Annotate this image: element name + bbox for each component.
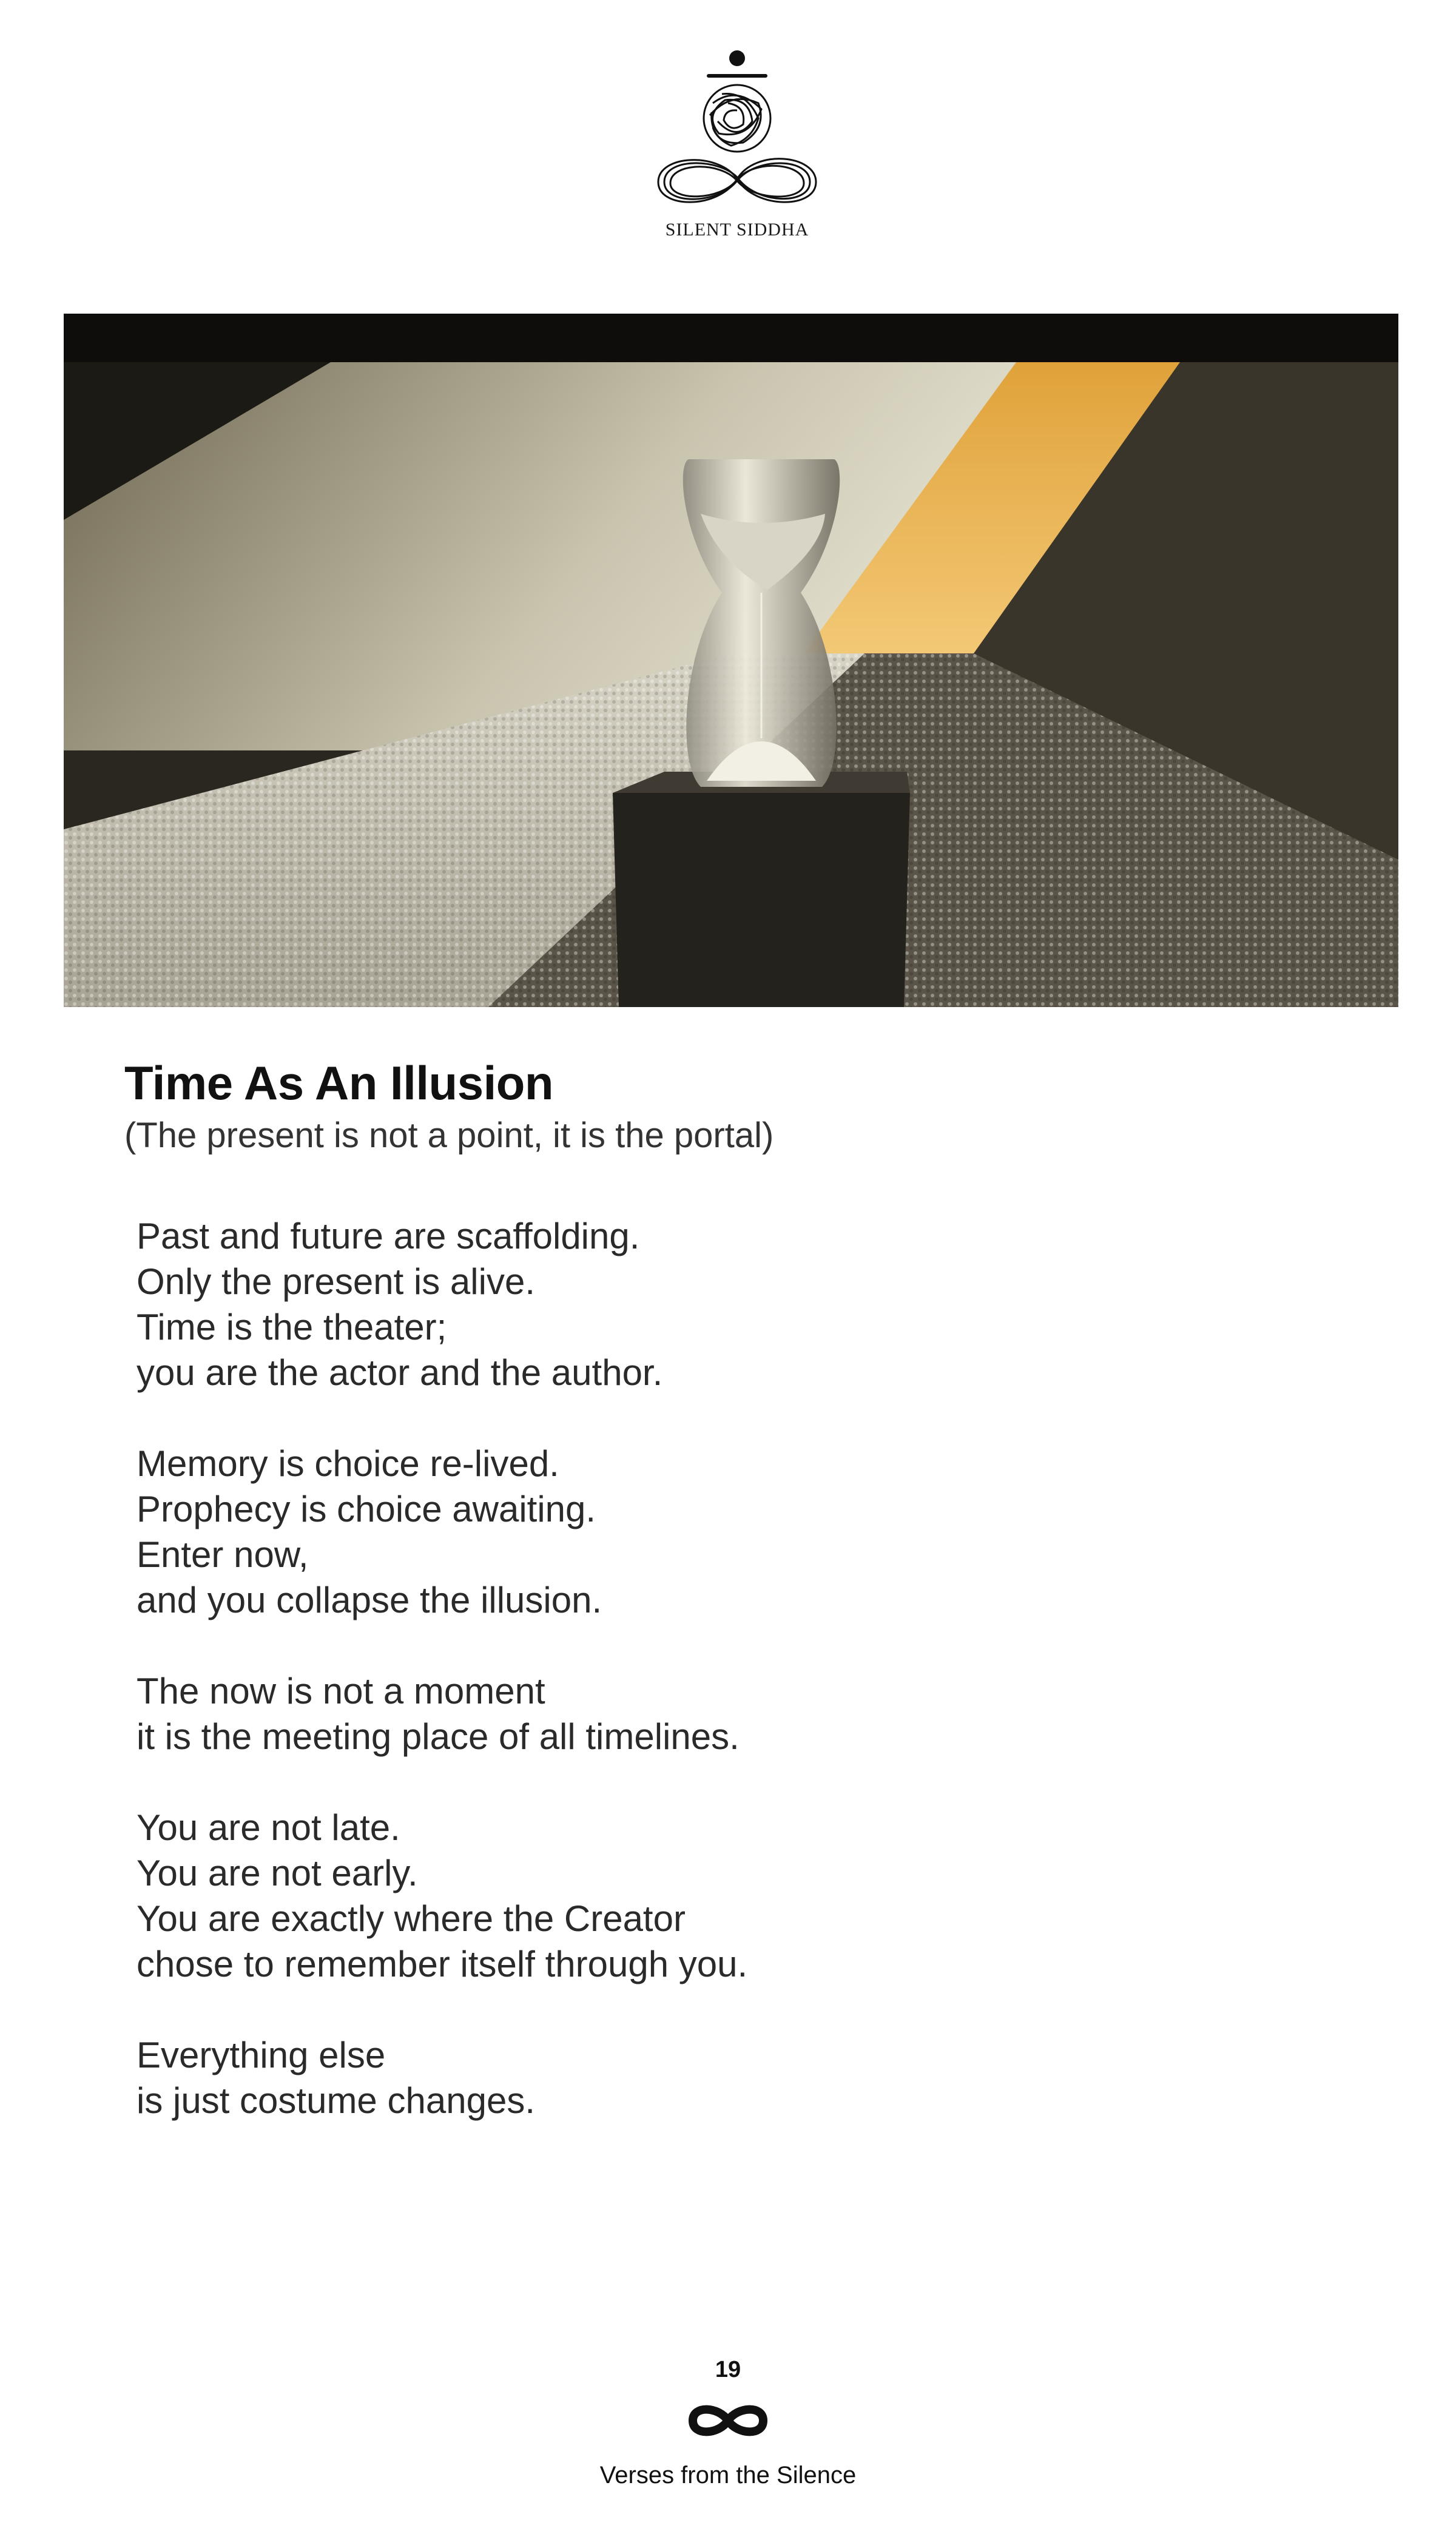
book-title: Verses from the Silence xyxy=(599,2462,857,2489)
poem-stanza xyxy=(136,1805,1228,1987)
poem-line: Enter now, xyxy=(136,1534,309,1575)
poem-line: you are the actor and the author. xyxy=(136,1352,663,1393)
poem-line: Past and future are scaffolding. xyxy=(136,1216,640,1256)
poem-line: Prophecy is choice awaiting. xyxy=(136,1489,596,1529)
page-number: 19 xyxy=(715,2357,741,2382)
page-footer xyxy=(0,2357,1456,2489)
poem-stanza xyxy=(136,1441,1228,1623)
poem-line: and you collapse the illusion. xyxy=(136,1580,602,1620)
poem-line: it is the meeting place of all timelines. xyxy=(136,1716,740,1757)
poem-line: Only the present is alive. xyxy=(136,1261,535,1302)
poem-line: chose to remember itself through you. xyxy=(136,1944,748,1984)
hourglass-on-pedestal-image xyxy=(64,314,1398,1007)
poem-line: is just costume changes. xyxy=(136,2080,535,2121)
poem-stanza xyxy=(136,1668,1228,1759)
infinity-icon xyxy=(686,2398,770,2444)
poem-stanza xyxy=(136,1213,1228,1395)
brand-logo xyxy=(646,42,828,252)
poem-stanza xyxy=(136,2032,1228,2123)
poem-line: Time is the theater; xyxy=(136,1307,447,1347)
poem-line: You are not early. xyxy=(136,1853,418,1893)
page-subtitle: (The present is not a point, it is the portal) xyxy=(124,1116,774,1155)
logo-wordmark: SILENT SIDDHA xyxy=(665,220,809,240)
poem-line: The now is not a moment xyxy=(136,1671,545,1711)
page-title: Time As An Illusion xyxy=(124,1056,554,1110)
poem-line: Memory is choice re-lived. xyxy=(136,1443,559,1484)
poem-body xyxy=(136,1213,1228,2169)
meditating-figure-infinity-icon xyxy=(646,42,828,224)
poem-line: You are exactly where the Creator xyxy=(136,1898,686,1939)
poem-line: Everything else xyxy=(136,2035,386,2075)
poem-line: You are not late. xyxy=(136,1807,400,1848)
